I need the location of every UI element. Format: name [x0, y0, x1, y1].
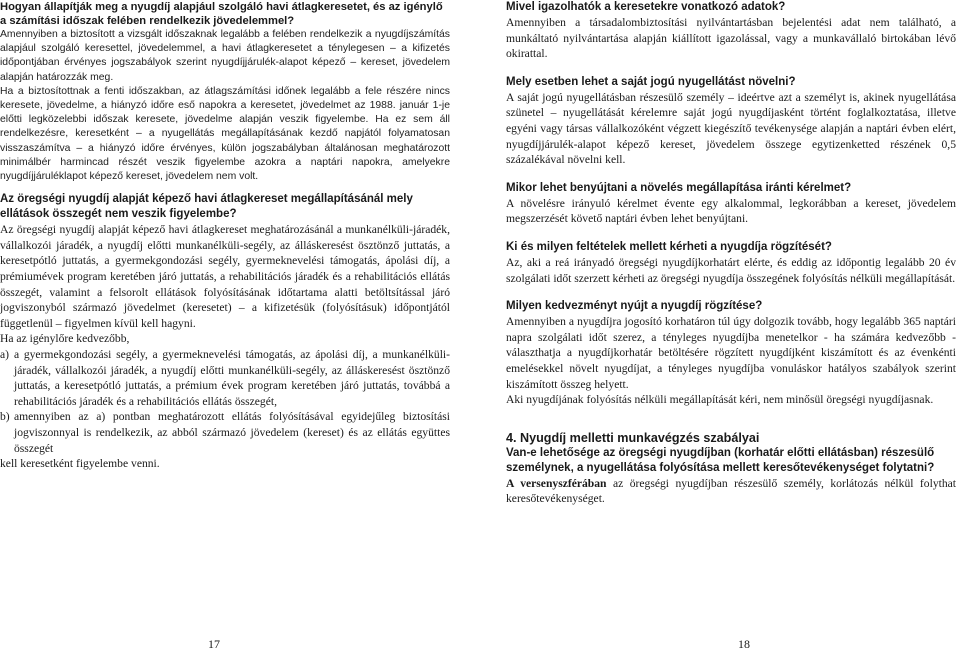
paragraph	[506, 476, 956, 507]
question-heading: Van-e lehetősége az öregségi nyugdíjban (korhatár előtti ellátásban) részesülő személynek, a nyugellátása folyósítása mellett keresőtevékenységet folytatni?	[506, 446, 935, 474]
list-marker: b)	[0, 410, 10, 424]
question-heading: Hogyan állapítják meg a nyugdíj alapjául szolgáló havi átlagkeresetet, és az igénylő a számítási időszak felében rendelkezik jövedelemmel?	[0, 1, 443, 27]
spacer	[506, 227, 956, 240]
question-heading: Ki és milyen feltételek mellett kérheti a nyugdíja rögzítését?	[506, 240, 832, 253]
list-item	[0, 409, 450, 456]
page-number: 17	[208, 637, 220, 651]
spacer	[506, 286, 956, 299]
paragraph: Az öregségi nyugdíj alapját képező havi átlagkereset meghatározásánál a munkanélküli-járadék, vállalkozói járadék, a nyugdíj előtti munkanélküli-segély, az álláskeresést ösztönző juttatás, a keresetpótló juttatás, a gyermekgondozási segély, gyermeknevelési támogatás, ápolási díj, a prémiumévek program keretében járó juttatás, a rehabilitációs járadék és a rehabilitációs ellátás összegét, valamint a felsorolt ellátások folyósításának időtartama alatti betöltsítással járó jogviszonyból származó jövedelmet (keresetet) – a kifizetésük (folyósításuk) időpontjától függetlenül – figyelmen kívül kell hagyni.	[0, 223, 450, 330]
question-heading: Mivel igazolhatók a keresetekre vonatkozó adatok?	[506, 1, 786, 13]
paragraph-text: az öregségi nyugdíjban részesülő személy, korlátozás nélkül folythat keresőtevékenységet.	[506, 476, 956, 506]
left-page	[0, 0, 450, 472]
paragraph: Amennyiben a társadalombiztosítási nyilvántartásban bejelentési adat nem található, a munkáltató nyilvántartása alapján kiállított igazolással, vagy a munkavállaló birtokában lévő okirattal.	[506, 16, 956, 61]
question-heading: Mely esetben lehet a saját jogú nyugellátást növelni?	[506, 75, 796, 88]
paragraph: Ha a biztosítottnak a fenti időszakban, az átlagszámítási időnek legalább a fele részére nincs keresete, jövedelme, a hiányzó időre eső napokra a keresetet, jövedelmet az 1988. január 1-je előtti legközelebbi időszak keresete, jövedelme alapján veszik figyelembe. Ha ez sem áll rendelkezésre, keresetként – a nyugellátás megállapításának kezdő napjától folyamatosan visszaszámítva – a hiányzó időre érvényes, külön jogszabályban általánosan meghatározott minimálbér harmincad részét veszik figyelembe azokra a naptári napokra, amelyekre nyugdíjjáruléklapot képező kereset, jövedelem nem volt.	[0, 85, 450, 183]
paragraph: A saját jogú nyugellátásban részesülő személy – ideértve azt a személyt is, akinek nyugellátása szünetel – nyugellátását kérelemre saját jogú nyugdíjasként történt foglalkoztatása, illetve egyéni vagy társas vállalkozóként végzett kiegészítő tevékenysége alapján a naptári évben elért, nyugdíjjárulék-alapot képező kereset, jövedelem összege egytizenketted részének 0,5 százalékával növelni kell.	[506, 90, 956, 167]
list-item-text: a gyermekgondozási segély, a gyermeknevelési támogatás, az ápolási díj, a munkanélküli-járadék, vállalkozói járadék, a nyugdíj előtti munkanélküli-segély, az álláskeresést ösztönző juttatás, a keresetpótló juttatás, a prémium évek program keretében járó juttatás, továbbá a rehabilitációs járadék és a rehabilitációs ellátás összegét,	[14, 347, 450, 408]
section-title: 4. Nyugdíj melletti munkavégzés szabályai	[506, 430, 760, 445]
spacer	[506, 168, 956, 181]
list-marker: a)	[0, 347, 10, 361]
paragraph: Amennyiben a nyugdíjra jogosító korhatáron túl úgy dolgozik tovább, hogy legalább 365 naptári napra szolgálati időt szerez, a tényleges nyugdíjba menetelkor - ha számára kedvezőbb - választhatja a nyugdíjkorhatár betöltésére rögzített nyugdíjként kiszámított és az évenkénti emelésekkel növelt nyugdíjat, a tényleges nyugdíjba vonuláskor hatályos szabályok szerint kiszámított összeg helyett.	[506, 315, 956, 391]
paragraph: Ha az igénylőre kedvezőbb,	[0, 332, 130, 346]
question-heading: Mikor lehet benyújtani a növelés megállapítása iránti kérelmet?	[506, 181, 852, 194]
list-item	[0, 347, 450, 409]
paragraph: kell keresetként figyelembe venni.	[0, 457, 160, 471]
paragraph: Amennyiben a biztosított a vizsgált időszaknak legalább a felében rendelkezik a nyugdíjszámítás alapjául szolgáló keresettel, jövedelemmel, a havi átlagkeresetet a ténylegesen – a kifizetés időpontjában érvényes jogszabályok szerint nyugdíjjárulék-alapot képező – kereset, jövedelem alapján határozzák meg.	[0, 29, 450, 83]
spacer	[506, 62, 956, 75]
right-page	[506, 0, 956, 507]
spacer	[506, 408, 956, 430]
spacer	[0, 184, 450, 192]
paragraph: Aki nyugdíjának folyósítás nélküli megállapítását kéri, nem minősül öregségi nyugdíjasnak.	[506, 393, 934, 407]
condition-list	[0, 347, 450, 456]
paragraph: A növelésre irányuló kérelmet évente egy alkalommal, legkorábban a kereset, jövedelem megszerzését követő naptári évben lehet benyújtani.	[506, 196, 956, 226]
list-item-text: amennyiben az a) pontban meghatározott ellátás folyósításával egyidejűleg biztosítási jogviszonnyal is rendelkezik, az abból származó jövedelem (kereset) és az ellátás együttes összegét	[14, 410, 450, 455]
question-heading: Az öregségi nyugdíj alapját képező havi átlagkereset megállapításánál mely ellátások összegét nem veszik figyelembe?	[0, 193, 413, 221]
emphasis-text: A versenyszférában	[506, 476, 607, 490]
page-number: 18	[738, 637, 750, 651]
question-heading: Milyen kedvezményt nyújt a nyugdíj rögzítése?	[506, 300, 763, 313]
paragraph: Az, aki a reá irányadó öregségi nyugdíjkorhatárt elérte, és eddig az időpontig legalább 20 év szolgálati időt szerzett kérheti az öregségi nyugdíja összegének folyósítás nélküli megállapítását.	[506, 255, 956, 285]
